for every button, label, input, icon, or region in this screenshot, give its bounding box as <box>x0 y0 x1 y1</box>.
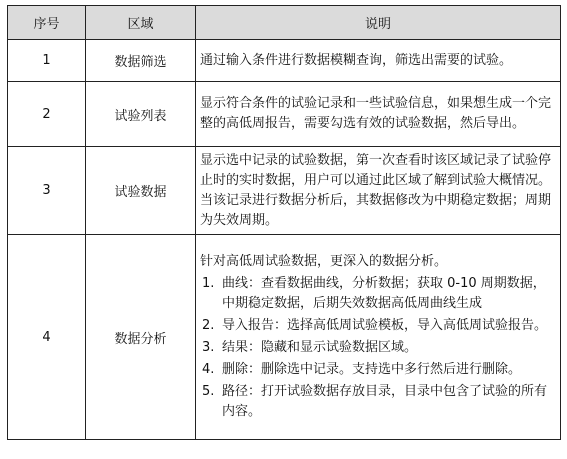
header-row <box>8 6 561 40</box>
description-text: 通过输入条件进行数据模糊查询，筛选出需要的试验。 <box>200 52 513 68</box>
row-area: 试验列表 <box>86 82 196 147</box>
description-intro: 针对高低周试验数据，更深入的数据分析。 <box>200 254 448 269</box>
list-item-number: 3. <box>202 340 215 355</box>
table-row <box>8 147 561 235</box>
list-item-text: 导入报告：选择高低周试验模板，导入高低周试验报告。 <box>222 318 548 333</box>
table-row <box>8 40 561 82</box>
list-item <box>200 360 556 380</box>
description-table <box>7 5 561 440</box>
row-description <box>196 40 561 82</box>
description-text: 显示符合条件的试验记录和一些试验信息，如果想生成一个完整的高低周报告，需要勾选有效的试验数据，然后导出。 <box>200 96 552 131</box>
list-item-text: 结果：隐藏和显示试验数据区域。 <box>222 340 418 355</box>
list-item-number: 5. <box>202 384 215 399</box>
list-item <box>200 382 556 422</box>
list-item-number: 2. <box>202 318 215 333</box>
list-item <box>200 274 556 314</box>
list-item-number: 1. <box>202 276 215 291</box>
row-area: 试验数据 <box>86 147 196 235</box>
row-number: 3 <box>8 147 86 235</box>
table-row <box>8 235 561 440</box>
row-number: 2 <box>8 82 86 147</box>
row-number: 4 <box>8 235 86 440</box>
header-area: 区域 <box>86 6 196 40</box>
list-item-number: 4. <box>202 362 215 377</box>
feature-list <box>200 274 556 422</box>
list-item-text: 路径：打开试验数据存放目录，目录中包含了试验的所有内容。 <box>222 384 548 419</box>
row-area: 数据分析 <box>86 235 196 440</box>
row-description <box>196 82 561 147</box>
row-description <box>196 147 561 235</box>
list-item <box>200 338 556 358</box>
row-number: 1 <box>8 40 86 82</box>
description-text: 显示选中记录的试验数据，第一次查看时该区域记录了试验停止时的实时数据，用户可以通过此区域了解到试验大概情况。当该记录进行数据分析后，其数据修改为中期稳定数据；周期为失效周期。 <box>200 152 552 228</box>
header-description: 说明 <box>196 6 561 40</box>
table-row <box>8 82 561 147</box>
row-description <box>196 235 561 440</box>
header-number: 序号 <box>8 6 86 40</box>
row-area: 数据筛选 <box>86 40 196 82</box>
list-item-text: 曲线：查看数据曲线，分析数据；获取 0-10 周期数据，中期稳定数据，后期失效数据高低周曲线生成 <box>222 276 546 311</box>
list-item-text: 删除：删除选中记录。支持选中多行然后进行删除。 <box>222 362 522 377</box>
list-item <box>200 316 556 336</box>
